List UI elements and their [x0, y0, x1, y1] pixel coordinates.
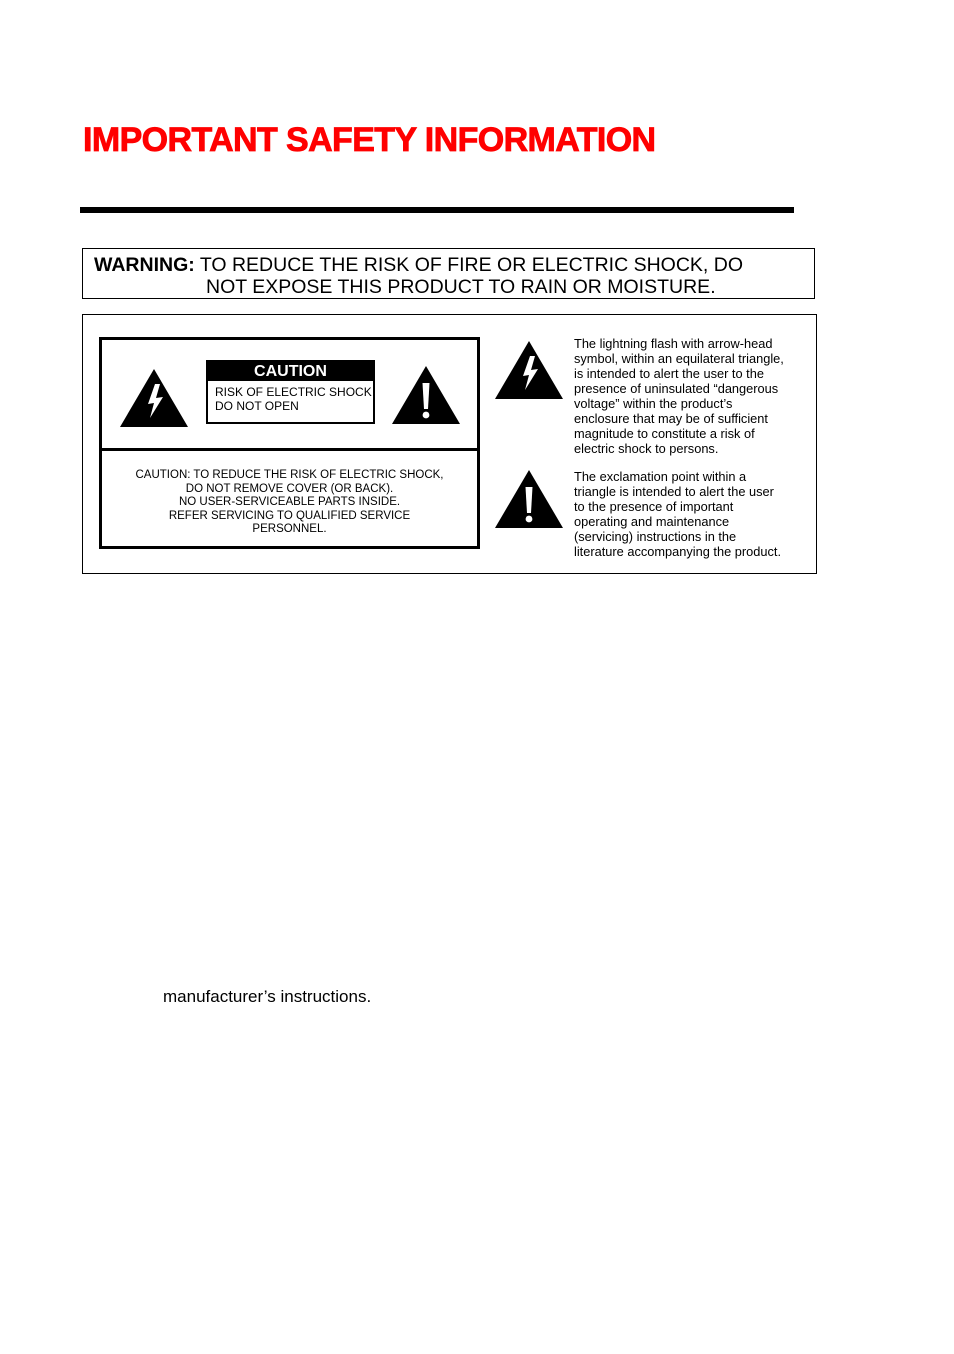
lightning-triangle-icon	[493, 339, 565, 401]
lightning-description-line: voltage” within the product’s	[574, 396, 733, 411]
caution-text-line: CAUTION: TO REDUCE THE RISK OF ELECTRIC SHOCK,	[135, 469, 444, 481]
exclamation-description-line: The exclamation point within a	[574, 469, 747, 484]
caution-label-line: DO NOT OPEN	[215, 399, 299, 413]
instructions-fragment: manufacturer’s instructions.	[163, 987, 372, 1006]
warning-line-2: NOT EXPOSE THIS PRODUCT TO RAIN OR MOISTURE.	[206, 276, 716, 298]
exclamation-description-line: literature accompanying the product.	[574, 544, 781, 559]
lightning-description-line: The lightning flash with arrow-head	[574, 336, 773, 351]
lightning-description-line: is intended to alert the user to the	[574, 366, 764, 381]
lightning-triangle-icon	[118, 367, 190, 429]
exclamation-description-line: (servicing) instructions in the	[574, 529, 737, 544]
caution-text	[102, 469, 477, 537]
caution-label-line: RISK OF ELECTRIC SHOCK	[215, 385, 372, 399]
lightning-description-line: electric shock to persons.	[574, 441, 719, 456]
exclamation-description-line: to the presence of important	[574, 499, 734, 514]
symbols-box	[82, 314, 817, 574]
page-title: IMPORTANT SAFETY INFORMATION	[83, 121, 656, 159]
caution-text-line: PERSONNEL.	[252, 523, 327, 535]
caution-header: CAUTION	[208, 362, 373, 381]
lightning-description-line: enclosure that may be of sufficient	[574, 411, 768, 426]
title-rule	[80, 207, 794, 213]
caution-text-line: DO NOT REMOVE COVER (OR BACK).	[185, 482, 394, 495]
caution-label	[206, 360, 375, 424]
warning-label: WARNING:	[94, 254, 195, 276]
lightning-description-line: symbol, within an equilateral triangle,	[574, 351, 784, 366]
lightning-description-line: magnitude to constitute a risk of	[574, 426, 755, 441]
panel-divider	[102, 448, 477, 451]
caution-text-line: REFER SERVICING TO QUALIFIED SERVICE	[168, 509, 411, 522]
caution-text-line: NO USER-SERVICEABLE PARTS INSIDE.	[178, 496, 401, 508]
exclamation-triangle-icon	[390, 364, 462, 426]
warning-line-1-text: TO REDUCE THE RISK OF FIRE OR ELECTRIC SHOCK, DO	[194, 254, 743, 276]
warning-line-1	[94, 254, 743, 276]
caution-label-panel	[99, 337, 480, 549]
lightning-description	[574, 336, 814, 456]
lightning-description-line: presence of uninsulated “dangerous	[574, 381, 779, 396]
exclamation-description	[574, 469, 814, 559]
exclamation-description-line: triangle is intended to alert the user	[574, 484, 774, 499]
warning-box	[82, 248, 815, 299]
exclamation-triangle-icon	[493, 468, 565, 530]
exclamation-description-line: operating and maintenance	[574, 514, 730, 529]
